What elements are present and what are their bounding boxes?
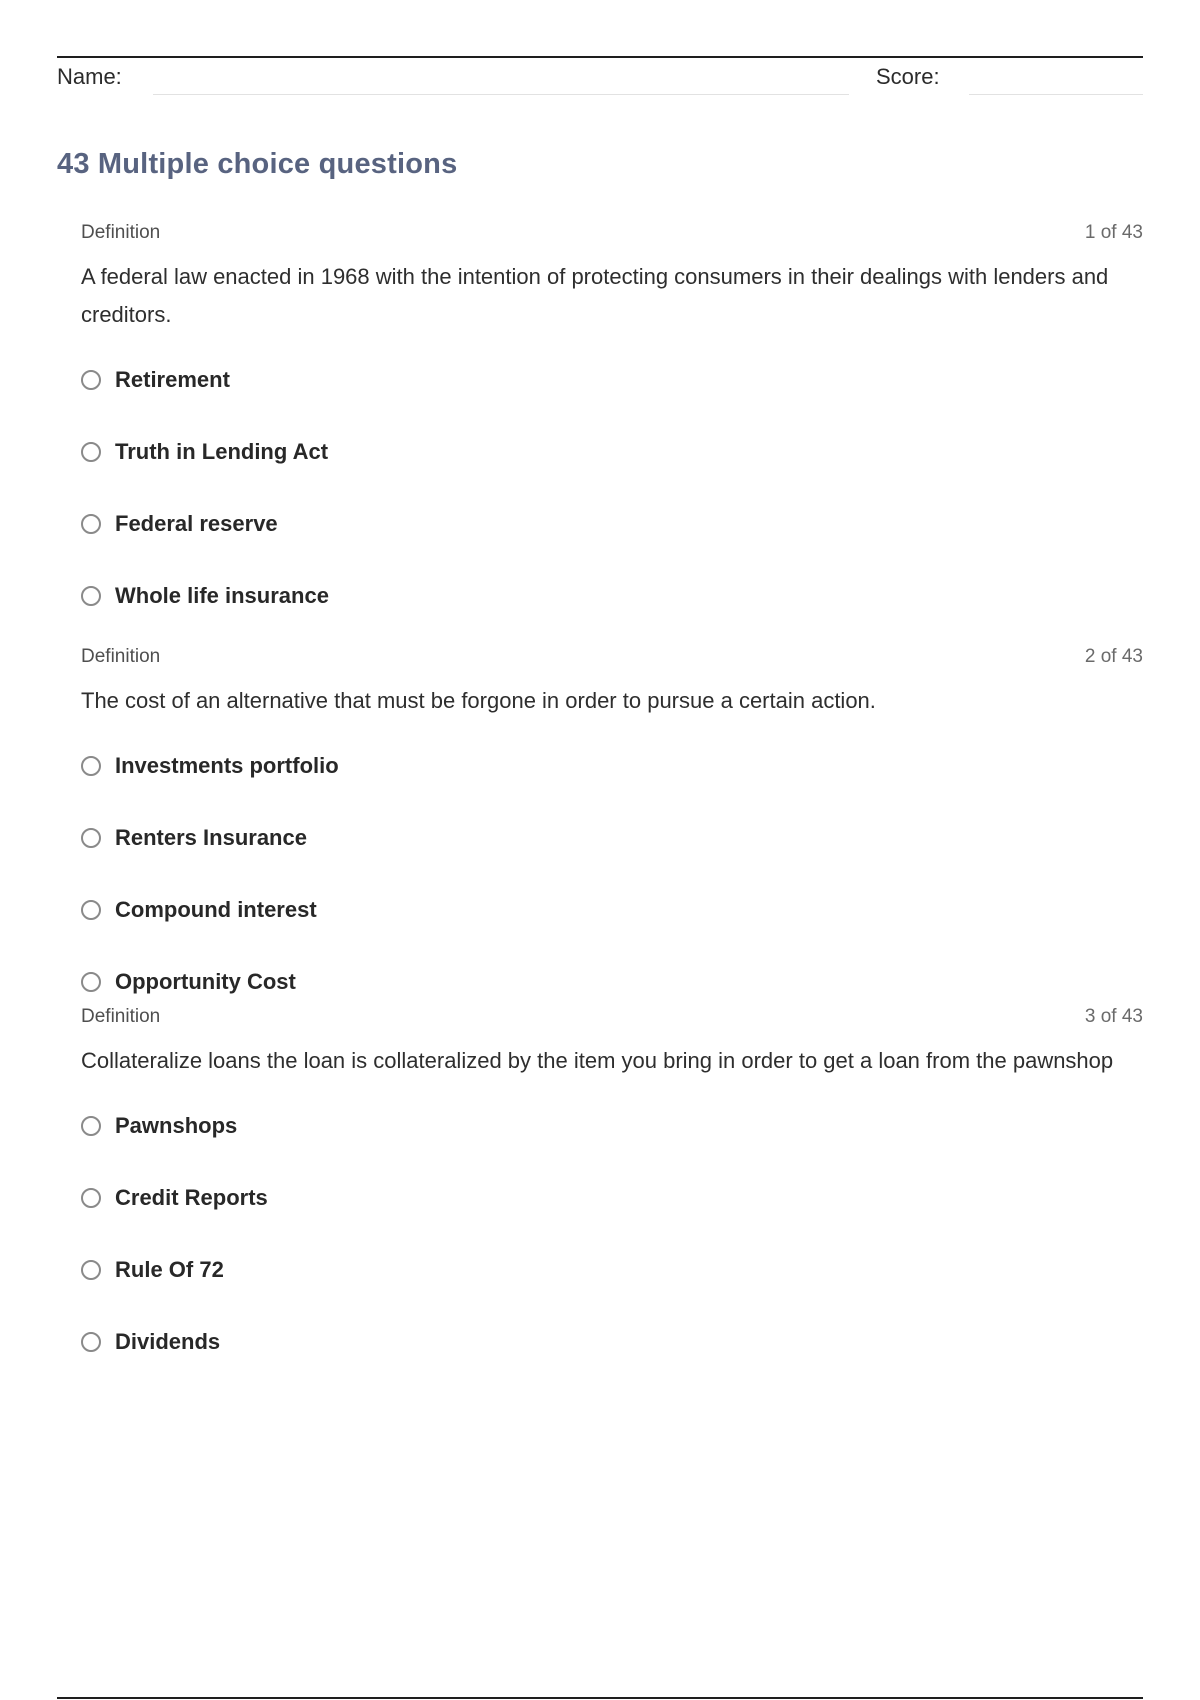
- question-type-label: Definition: [81, 1006, 161, 1027]
- answer-option-label: Retirement: [115, 367, 230, 392]
- name-label: Name:: [57, 64, 122, 89]
- answer-option[interactable]: [81, 1234, 1143, 1306]
- question-counter: 1 of 43: [1084, 222, 1143, 243]
- answer-option[interactable]: [81, 1162, 1143, 1234]
- question-3: [81, 1006, 1143, 1378]
- question-counter: 3 of 43: [1084, 1006, 1143, 1027]
- score-label: Score:: [876, 64, 940, 89]
- answer-options: [81, 344, 1143, 632]
- worksheet-header: [57, 60, 1143, 100]
- answer-options: [81, 1090, 1143, 1378]
- question-type-label: Definition: [81, 222, 161, 243]
- question-1: [81, 222, 1143, 614]
- answer-option[interactable]: [81, 1306, 1143, 1378]
- radio-button-icon[interactable]: [81, 1260, 101, 1280]
- radio-button-icon[interactable]: [81, 370, 101, 390]
- question-header: [81, 646, 1143, 674]
- question-prompt: A federal law enacted in 1968 with the intention of protecting consumers in their dealings with lenders and creditors.: [81, 264, 1109, 327]
- score-field-line[interactable]: [969, 94, 1143, 95]
- answer-option[interactable]: [81, 560, 1143, 632]
- section-title: 43 Multiple choice questions: [57, 148, 458, 180]
- question-prompt: The cost of an alternative that must be forgone in order to pursue a certain action.: [81, 688, 876, 713]
- top-rule: [57, 56, 1143, 58]
- question-counter: 2 of 43: [1084, 646, 1143, 667]
- radio-button-icon[interactable]: [81, 756, 101, 776]
- radio-button-icon[interactable]: [81, 1332, 101, 1352]
- answer-option-label: Rule Of 72: [115, 1257, 224, 1282]
- answer-option[interactable]: [81, 874, 1143, 946]
- answer-option-label: Compound interest: [115, 897, 317, 922]
- answer-option-label: Truth in Lending Act: [115, 439, 329, 464]
- answer-options: [81, 730, 1143, 1018]
- answer-option-label: Whole life insurance: [115, 583, 329, 608]
- question-type-label: Definition: [81, 646, 161, 667]
- radio-button-icon[interactable]: [81, 828, 101, 848]
- bottom-rule: [57, 1697, 1143, 1699]
- question-2: [81, 646, 1143, 1029]
- name-field-line[interactable]: [153, 94, 849, 95]
- question-prompt: Collateralize loans the loan is collateralized by the item you bring in order to get a loan from the pawnshop: [81, 1048, 1114, 1073]
- answer-option[interactable]: [81, 802, 1143, 874]
- radio-button-icon[interactable]: [81, 1188, 101, 1208]
- radio-button-icon[interactable]: [81, 972, 101, 992]
- answer-option[interactable]: [81, 488, 1143, 560]
- answer-option-label: Investments portfolio: [115, 753, 339, 778]
- answer-option-label: Dividends: [115, 1329, 221, 1354]
- answer-option[interactable]: [81, 416, 1143, 488]
- answer-option-label: Renters Insurance: [115, 825, 307, 850]
- answer-option[interactable]: [81, 1090, 1143, 1162]
- answer-option[interactable]: [81, 730, 1143, 802]
- answer-option-label: Pawnshops: [115, 1113, 238, 1138]
- radio-button-icon[interactable]: [81, 900, 101, 920]
- radio-button-icon[interactable]: [81, 514, 101, 534]
- radio-button-icon[interactable]: [81, 586, 101, 606]
- question-header: [81, 222, 1143, 250]
- question-header: [81, 1006, 1143, 1034]
- answer-option-label: Credit Reports: [115, 1185, 268, 1210]
- answer-option[interactable]: [81, 344, 1143, 416]
- answer-option-label: Federal reserve: [115, 511, 278, 536]
- radio-button-icon[interactable]: [81, 442, 101, 462]
- question-list: [81, 222, 1143, 1378]
- radio-button-icon[interactable]: [81, 1116, 101, 1136]
- answer-option-label: Opportunity Cost: [115, 969, 296, 994]
